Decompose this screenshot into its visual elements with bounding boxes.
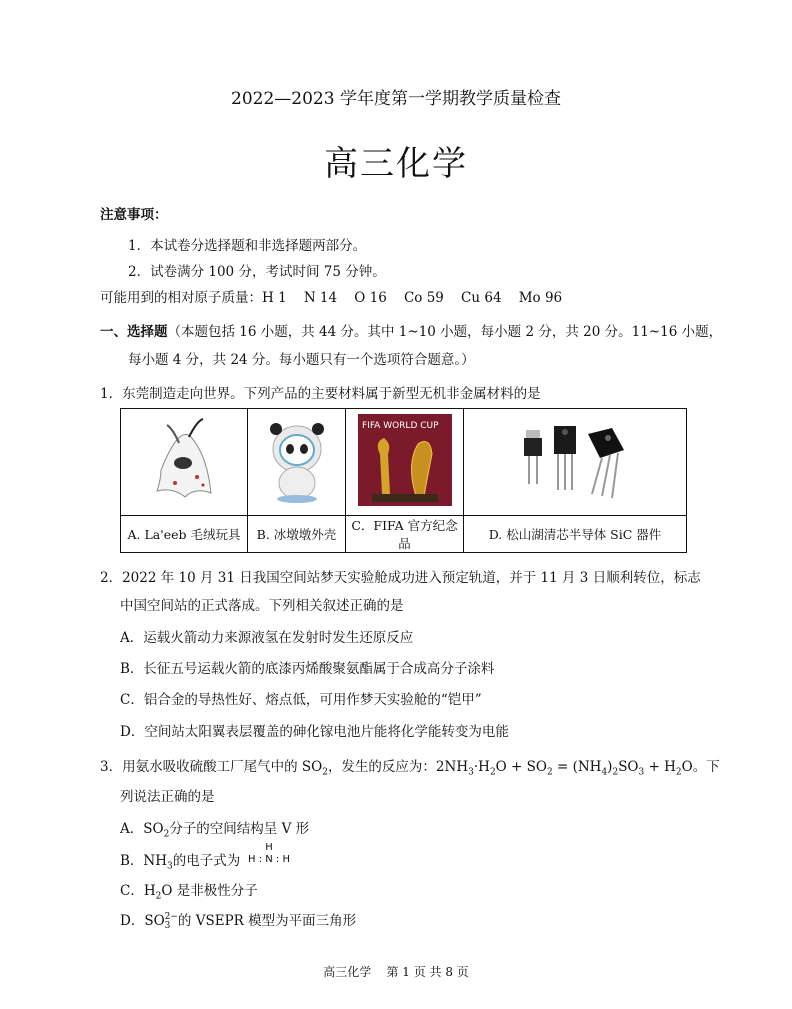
page-footer: 高三化学 第 1 页 共 8 页 [323, 965, 469, 979]
lewis-main-row: H : N : H [248, 854, 290, 865]
q2-option-b: B．长征五号运载火箭的底漆丙烯酸聚氨酯属于合成高分子涂料 [120, 661, 495, 677]
notice-heading: 注意事项： [100, 207, 168, 223]
atomic-mass-line: 可能用到的相对原子质量：H 1 N 14 O 16 Co 59 Cu 64 Mo 96 [100, 290, 563, 306]
q1-image-cell-d [464, 409, 687, 516]
q2-option-c: C．铝合金的导热性好、熔点低，可用作梦天实验舱的“铠甲” [120, 692, 482, 708]
q1-caption-a: A. La'eeb 毛绒玩具 [121, 516, 248, 553]
section1-label: 一、选择题 [100, 324, 168, 340]
laeeb-plush-image [149, 415, 219, 505]
fifa-souvenir-image [358, 414, 452, 506]
q3-option-c: C．$H_2O$ 是非极性分子 [120, 883, 258, 902]
bing-dwen-dwen-image [262, 415, 332, 505]
q3-stem-line1: 3．用氨水吸收硫酸工厂尾气中的 $SO_2$，发生的反应为：$2NH_3\cdot H_2O + SO_2 = (NH_4)_2SO_3 + H_2O$。下 [100, 759, 720, 778]
notice-item-1: 1．本试卷分选择题和非选择题两部分。 [128, 238, 367, 254]
q1-image-cell-a [121, 409, 248, 516]
q3-stem-line2: 列说法正确的是 [120, 789, 215, 805]
section1-line1 [100, 320, 722, 340]
q2-option-d: D．空间站太阳翼表层覆盖的砷化镓电池片能将化学能转变为电能 [120, 724, 509, 740]
page-title: 高三化学 [324, 144, 468, 184]
fifa-banner-text: FIFA WORLD CUP [361, 421, 439, 431]
q2-stem-line2: 中国空间站的正式落成。下列相关叙述正确的是 [120, 598, 404, 614]
exam-header: 2022—2023 学年度第一学期教学质量检查 [231, 89, 561, 109]
q3-option-a: A．$SO_2$分子的空间结构呈 V 形 [120, 821, 310, 840]
notice-item-2: 2．试卷满分 100 分，考试时间 75 分钟。 [128, 264, 386, 280]
section1-desc-2: 每小题 4 分，共 24 分。每小题只有一个选项符合题意。） [128, 352, 475, 368]
q1-stem: 1．东莞制造走向世界。下列产品的主要材料属于新型无机非金属材料的是 [100, 386, 541, 402]
nh3-lewis-structure [244, 842, 294, 866]
q2-option-a: A．运载火箭动力来源液氢在发射时发生还原反应 [120, 630, 414, 646]
section1-desc-1: （本题包括 16 小题，共 44 分。其中 1~10 小题，每小题 2 分，共 20 分。11~16 小题， [167, 324, 723, 340]
q3-option-b: B．$NH_3$的电子式为 [120, 853, 241, 872]
q1-image-cell-c [346, 409, 464, 516]
q2-stem-line1: 2．2022 年 10 月 31 日我国空间站梦天实验舱成功进入预定轨道，并于 11 月 3 日顺利转位，标志 [100, 570, 701, 586]
lewis-top-h: H [265, 842, 273, 853]
q1-caption-c: C．FIFA 官方纪念品 [346, 516, 464, 553]
q1-caption-d: D. 松山湖清芯半导体 SiC 器件 [464, 516, 687, 553]
q1-caption-b: B. 冰墩墩外壳 [248, 516, 346, 553]
q3-option-d: D．SO 2− 3 的 VSEPR 模型为平面三角形 [120, 911, 357, 931]
q1-product-table [120, 408, 687, 553]
q1-image-cell-b [248, 409, 346, 516]
sic-device-image [520, 420, 630, 500]
